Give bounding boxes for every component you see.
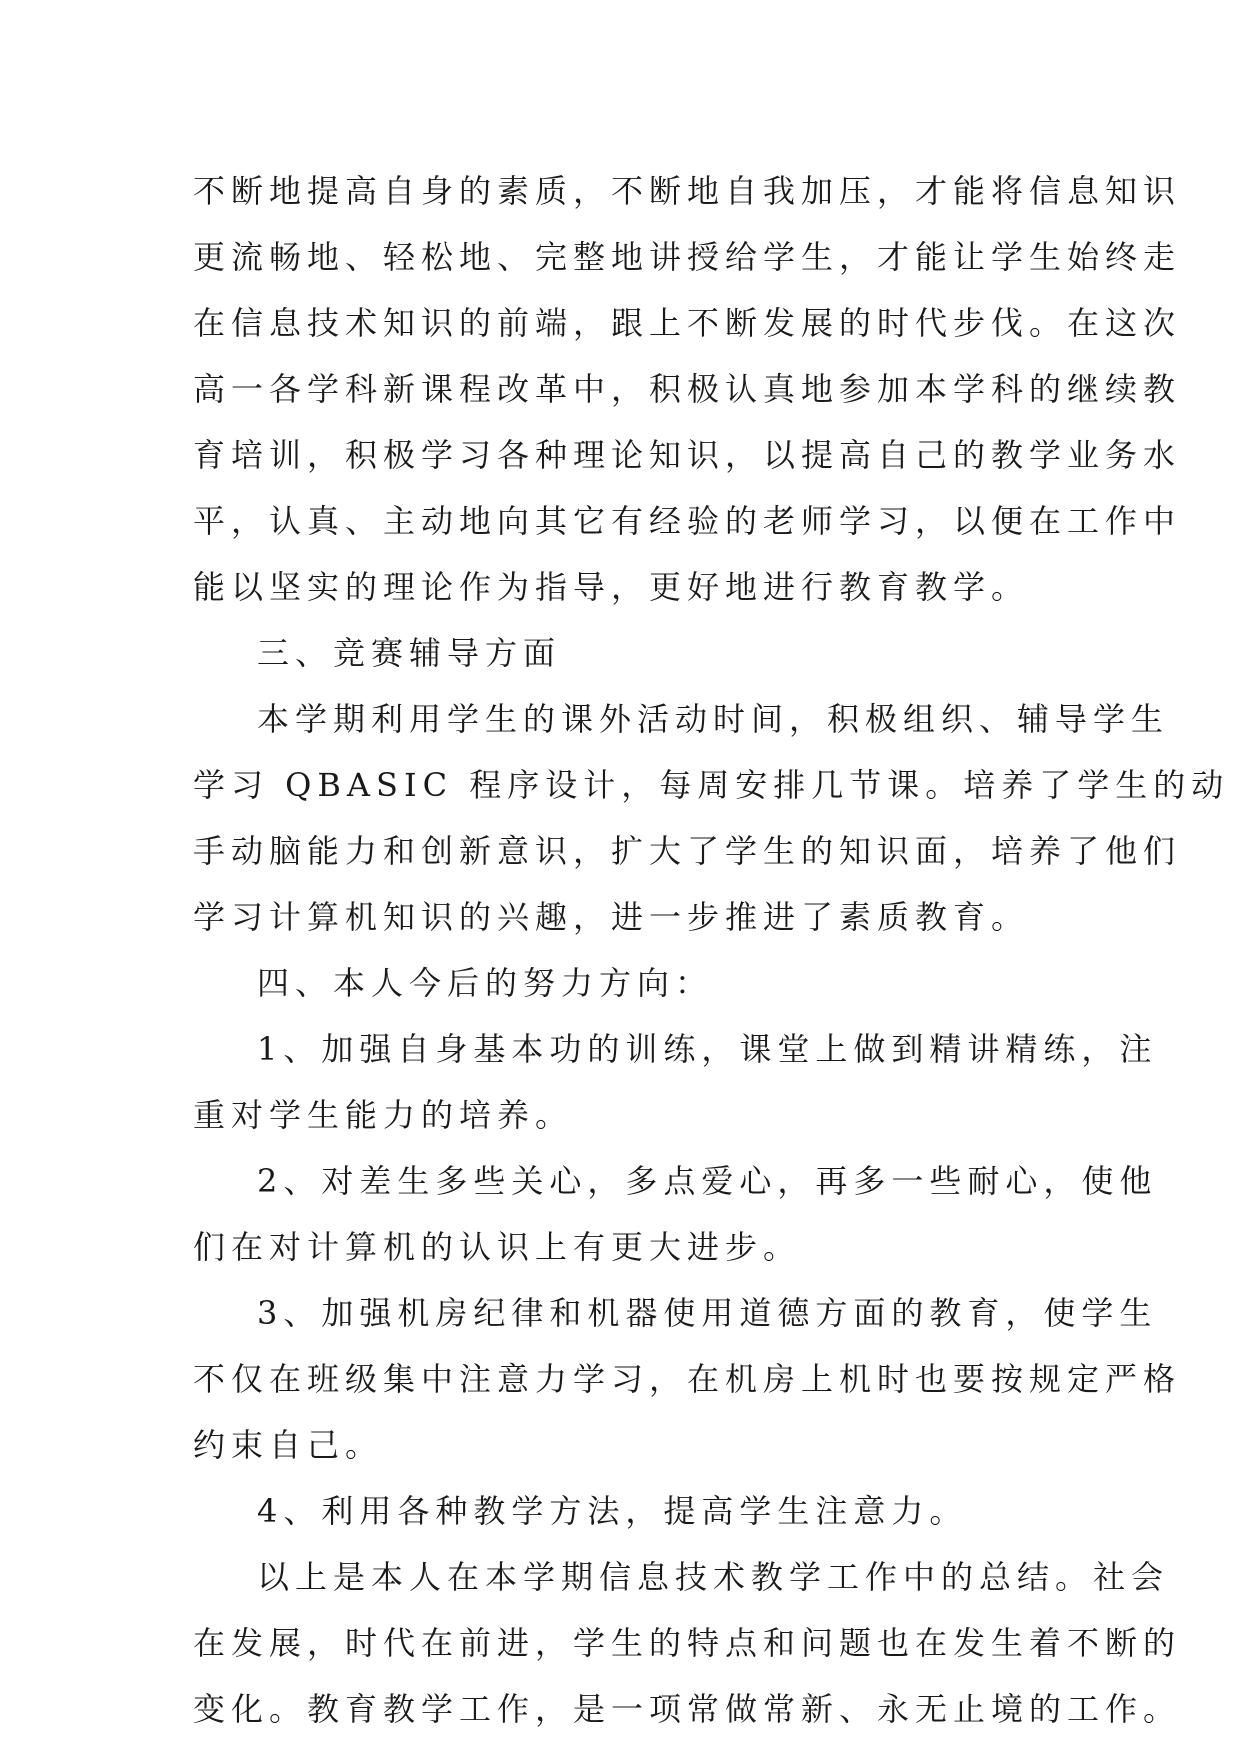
text-line: 不仅在班级集中注意力学习，在机房上机时也要按规定严格 (193, 1360, 1182, 1398)
text-line: 以上是本人在本学期信息技术教学工作中的总结。社会 (257, 1558, 1170, 1596)
text-line: 育培训，积极学习各种理论知识，以提高自己的教学业务水 (193, 436, 1182, 474)
text-line: 学习 QBASIC 程序设计，每周安排几节课。培养了学生的动 (193, 766, 1230, 804)
text-line: 本学期利用学生的课外活动时间，积极组织、辅导学生 (257, 700, 1170, 738)
list-item: 4、利用各种教学方法，提高学生注意力。 (257, 1492, 968, 1530)
text-line: 更流畅地、轻松地、完整地讲授给学生，才能让学生始终走 (193, 238, 1182, 276)
text-line: 在发展，时代在前进，学生的特点和问题也在发生着不断的 (193, 1624, 1182, 1662)
list-item: 3、加强机房纪律和机器使用道德方面的教育，使学生 (257, 1294, 1158, 1332)
text-line: 变化。教育教学工作，是一项常做常新、永无止境的工作。 (193, 1690, 1182, 1728)
text-line: 平，认真、主动地向其它有经验的老师学习，以便在工作中 (193, 502, 1182, 540)
section-heading: 四、本人今后的努力方向： (257, 964, 714, 1002)
text-line: 重对学生能力的培养。 (193, 1096, 574, 1134)
list-item: 1、加强自身基本功的训练，课堂上做到精讲精练，注 (257, 1030, 1158, 1068)
section-heading: 三、竞赛辅导方面 (257, 634, 562, 672)
text-line: 学习计算机知识的兴趣，进一步推进了素质教育。 (193, 898, 1030, 936)
text-line: 不断地提高自身的素质，不断地自我加压，才能将信息知识 (193, 172, 1182, 210)
text-line: 高一各学科新课程改革中，积极认真地参加本学科的继续教 (193, 370, 1182, 408)
text-line: 在信息技术知识的前端，跟上不断发展的时代步伐。在这次 (193, 304, 1182, 342)
document-body (193, 158, 1230, 1742)
text-line: 手动脑能力和创新意识，扩大了学生的知识面，培养了他们 (193, 832, 1182, 870)
text-line: 约束自己。 (193, 1426, 384, 1464)
text-line: 能以坚实的理论作为指导，更好地进行教育教学。 (193, 568, 1030, 606)
text-line: 们在对计算机的认识上有更大进步。 (193, 1228, 802, 1266)
list-item: 2、对差生多些关心，多点爱心，再多一些耐心，使他 (257, 1162, 1158, 1200)
